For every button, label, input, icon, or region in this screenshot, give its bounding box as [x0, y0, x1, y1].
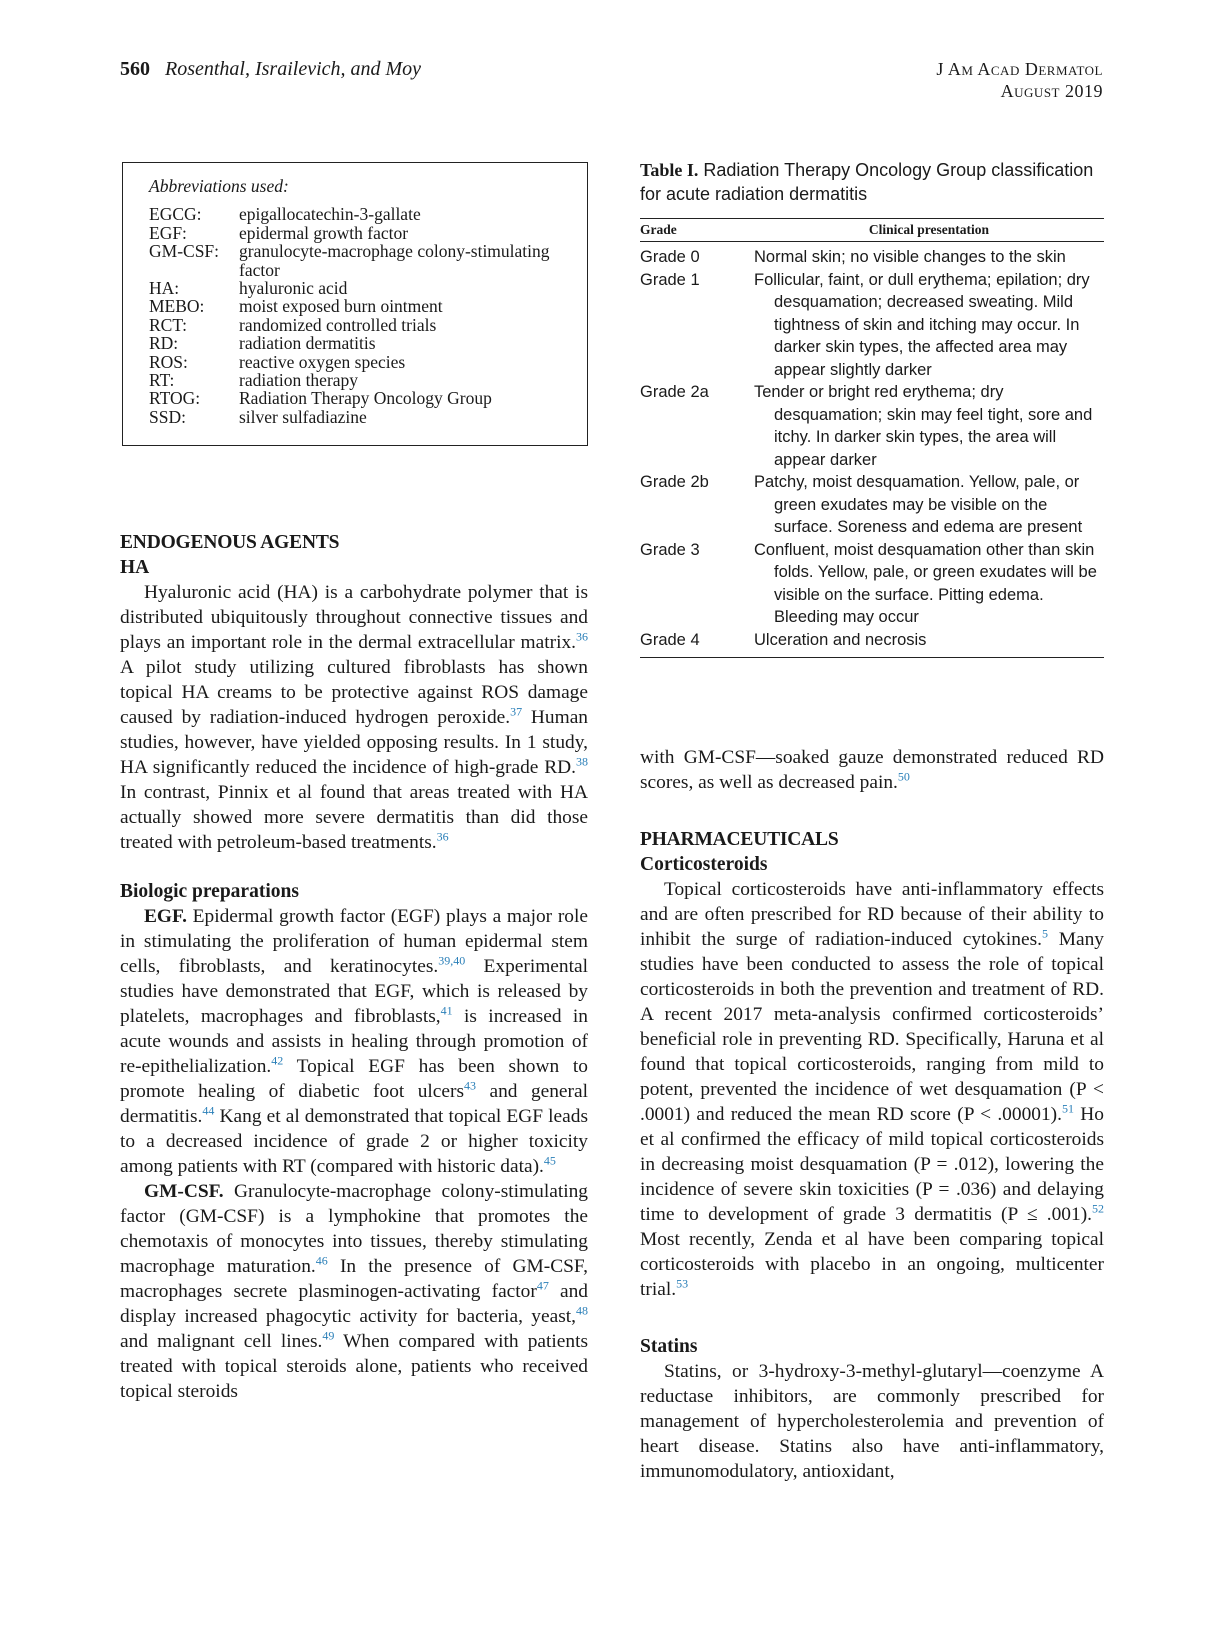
- reference-citation: 50: [897, 769, 910, 784]
- reference-citation: 43: [464, 1078, 477, 1093]
- table-header-clinical: Clinical presentation: [868, 222, 990, 237]
- abbreviation-row: [149, 389, 561, 407]
- abbreviation-key: GM-CSF:: [149, 241, 220, 262]
- table-row: [640, 629, 1104, 652]
- text-run: is increased in acute wounds and assists in healing through promotion of re-epithelialization.: [120, 1006, 588, 1077]
- text-run: Experimental studies have demonstrated that EGF, which is released by platelets, macrophages and fibroblasts,: [120, 956, 588, 1027]
- abbreviation-value: epidermal growth factor: [239, 222, 409, 243]
- table-cell-clinical: Patchy, moist desquamation. Yellow, pale, or green exudates may be visible on the surface. Soreness and edema are present: [754, 473, 1083, 536]
- table-cell-clinical: Tender or bright red erythema; dry desquamation; skin may feel tight, sore and itchy. In darker skin types, the area will appear darker: [754, 383, 1093, 469]
- reference-citation: 53: [676, 1276, 689, 1291]
- text-run: A pilot study utilizing cultured fibroblasts has shown topical HA creams to be protective against ROS damage caused by radiation-induced hydrogen peroxide.: [120, 657, 588, 728]
- abbreviation-value: granulocyte-macrophage colony-stimulating factor: [239, 241, 550, 280]
- paragraph-egf: [120, 904, 588, 1179]
- table-cell-grade: Grade 1: [640, 270, 700, 289]
- lead-gmcsf: GM-CSF.: [144, 1181, 224, 1202]
- text-run: Granulocyte-macrophage colony-stimulating factor (GM-CSF) is a lymphokine that promotes the chemotaxis of monocytes into tissues, thereby stimulating macrophage maturation.: [120, 1181, 588, 1277]
- page-number: 560: [120, 58, 150, 80]
- table-cell-grade: Grade 2a: [640, 383, 709, 401]
- abbreviation-key: RT:: [149, 370, 175, 391]
- table-caption: [640, 158, 1104, 206]
- paragraph-gmcsf-continued: [640, 745, 1104, 795]
- table-row: [640, 269, 1104, 382]
- abbreviation-value: Radiation Therapy Oncology Group: [239, 388, 492, 409]
- reference-citation: 46: [315, 1253, 328, 1268]
- abbreviation-value: silver sulfadiazine: [239, 406, 367, 427]
- text-run: Ho et al confirmed the efficacy of mild topical corticosteroids in decreasing moist desquamation (P = .012), lowering the incidence of severe skin toxicities (P = .036) and delaying time to development of grade 3 dermatitis (P ≤ .001).: [640, 1104, 1104, 1225]
- running-authors: Rosenthal, Israilevich, and Moy: [165, 58, 422, 80]
- reference-citation: 36: [576, 629, 588, 644]
- reference-citation: 5: [1041, 926, 1048, 941]
- text-run: When compared with patients treated with topical steroids alone, patients who received topical steroids: [120, 1331, 589, 1402]
- abbreviation-row: [149, 242, 561, 279]
- abbreviation-value: reactive oxygen species: [239, 351, 406, 372]
- abbreviation-value: randomized controlled trials: [239, 314, 437, 335]
- heading-ha: HA: [120, 557, 150, 578]
- text-run: and general dermatitis.: [120, 1081, 588, 1127]
- text-run: Topical EGF has been shown to promote healing of diabetic foot ulcers: [120, 1056, 588, 1102]
- abbreviation-key: SSD:: [149, 406, 186, 427]
- table-caption-text: Radiation Therapy Oncology Group classification for acute radiation dermatitis: [640, 160, 1094, 204]
- journal-issue: August 2019: [1000, 81, 1103, 101]
- abbreviation-row: [149, 224, 561, 242]
- text-run: with GM-CSF—soaked gauze demonstrated reduced RD scores, as well as decreased pain.: [640, 747, 1104, 793]
- heading-corticosteroids: Corticosteroids: [640, 854, 768, 875]
- table-row: [640, 539, 1104, 629]
- abbreviation-key: RD:: [149, 333, 179, 354]
- table-cell-grade: Grade 4: [640, 630, 700, 649]
- text-run: Topical corticosteroids have anti-inflammatory effects and are often prescribed for RD because of their ability to inhibit the surge of radiation-induced cytokines.: [640, 879, 1104, 950]
- text-run: Most recently, Zenda et al have been comparing topical corticosteroids with placebo in an ongoing, multicenter trial.: [640, 1229, 1104, 1300]
- abbreviations-box: [122, 162, 588, 446]
- abbreviation-row: [149, 334, 561, 352]
- table-row: [640, 471, 1104, 539]
- paragraph-gmcsf-text: [120, 1181, 588, 1402]
- abbreviation-value: radiation therapy: [239, 370, 359, 391]
- abbreviation-row: [149, 371, 561, 389]
- table-cell-grade: Grade 2b: [640, 473, 709, 491]
- abbreviation-value: radiation dermatitis: [239, 333, 376, 354]
- abbreviation-key: MEBO:: [149, 296, 205, 317]
- abbreviation-row: [149, 408, 561, 426]
- reference-citation: 51: [1061, 1101, 1074, 1116]
- abbreviation-key: RCT:: [149, 314, 188, 335]
- left-column: [120, 530, 588, 1404]
- abbreviation-value: hyaluronic acid: [239, 278, 348, 299]
- journal-name: J Am Acad Dermatol: [936, 59, 1103, 79]
- table-cell-clinical: Follicular, faint, or dull erythema; epilation; dry desquamation; decreased sweating. Mild tightness of skin and itching may occur. In darker skin types, the affected area may appear slightly darker: [754, 270, 1090, 379]
- reference-citation: 44: [202, 1103, 215, 1118]
- text-run: Kang et al demonstrated that topical EGF leads to a decreased incidence of grade 2 or higher toxicity among patients with RT (compared with historic data).: [120, 1106, 588, 1177]
- abbreviation-key: ROS:: [149, 351, 188, 372]
- abbreviation-value: epigallocatechin-3-gallate: [239, 204, 421, 225]
- reference-citation: 48: [576, 1303, 588, 1318]
- table-cell-grade: Grade 3: [640, 540, 700, 559]
- text-run: Many studies have been conducted to assess the role of topical corticosteroids in both the prevention and treatment of RD. A recent 2017 meta-analysis confirmed corticosteroids’ beneficial role in preventing RD. Specifically, Haruna et al found that topical corticosteroids, ranging from mild to potent, prevented the incidence of wet desquamation (P < .0001) and reduced the mean RD score (P < .00001).: [640, 929, 1104, 1125]
- reference-citation: 49: [322, 1328, 335, 1343]
- paragraph-gmcsf: [120, 1179, 588, 1404]
- reference-citation: 52: [1092, 1201, 1104, 1216]
- reference-citation: 38: [576, 754, 588, 769]
- table-cell-clinical: Ulceration and necrosis: [754, 630, 927, 649]
- abbreviations-list: [149, 205, 561, 426]
- heading-endogenous-agents: ENDOGENOUS AGENTS: [120, 532, 340, 553]
- abbreviation-value: moist exposed burn ointment: [239, 296, 443, 317]
- table-cell-clinical: Normal skin; no visible changes to the skin: [754, 248, 1066, 266]
- abbreviation-key: HA:: [149, 278, 180, 299]
- table-cell-grade: Grade 0: [640, 248, 700, 266]
- reference-citation: 37: [510, 704, 523, 719]
- table-row: [640, 246, 1104, 269]
- paragraph-ha: [120, 580, 588, 855]
- abbreviations-title: Abbreviations used:: [149, 176, 289, 196]
- abbreviation-key: RTOG:: [149, 388, 201, 409]
- text-run: Statins, or 3-hydroxy-3-methyl-glutaryl—coenzyme A reductase inhibitors, are commonly prescribed for management of hypercholesterolemia and prevention of heart disease. Statins also have anti-inflammatory, immunomodulatory, antioxidant,: [640, 1361, 1104, 1482]
- reference-citation: 36: [436, 829, 449, 844]
- reference-citation: 41: [440, 1003, 453, 1018]
- abbreviation-row: [149, 297, 561, 315]
- lead-egf: EGF.: [144, 906, 187, 927]
- table-label: Table I.: [640, 160, 699, 180]
- table-header-grade: Grade: [640, 222, 677, 237]
- table-header-row: [640, 218, 1104, 242]
- text-run: Human studies, however, have yielded opposing results. In 1 study, HA significantly reduced the incidence of high-grade RD.: [120, 707, 588, 778]
- reference-citation: 42: [271, 1053, 284, 1068]
- abbreviation-row: [149, 353, 561, 371]
- table-cell-clinical: Confluent, moist desquamation other than skin folds. Yellow, pale, or green exudates will be visible on the surface. Pitting edema. Bleeding may occur: [754, 540, 1097, 626]
- reference-citation: 39,40: [438, 953, 466, 968]
- table-body: [640, 242, 1104, 658]
- paragraph-corticosteroids: [640, 877, 1104, 1302]
- reference-citation: 47: [536, 1278, 549, 1293]
- abbreviation-row: [149, 205, 561, 223]
- text-run: In the presence of GM-CSF, macrophages secrete plasminogen-activating factor: [120, 1256, 588, 1302]
- abbreviation-row: [149, 279, 561, 297]
- heading-biologic-preparations: Biologic preparations: [120, 881, 299, 902]
- reference-citation: 45: [543, 1153, 556, 1168]
- text-run: and malignant cell lines.: [120, 1331, 323, 1352]
- text-run: Hyaluronic acid (HA) is a carbohydrate polymer that is distributed ubiquitously throughout connective tissues and plays an important role in the dermal extracellular matrix.: [120, 582, 588, 653]
- text-run: and display increased phagocytic activity for bacteria, yeast,: [120, 1281, 588, 1327]
- abbreviation-key: EGF:: [149, 222, 187, 243]
- running-header-left: [120, 58, 421, 81]
- table-row: [640, 381, 1104, 471]
- paragraph-egf-text: [120, 906, 588, 1177]
- heading-statins: Statins: [640, 1336, 698, 1357]
- abbreviation-key: EGCG:: [149, 204, 202, 225]
- text-run: In contrast, Pinnix et al found that areas treated with HA actually showed more severe dermatitis than did those treated with petroleum-based treatments.: [120, 782, 588, 853]
- heading-pharmaceuticals: PHARMACEUTICALS: [640, 829, 839, 850]
- running-header-right: [936, 58, 1103, 102]
- text-run: Epidermal growth factor (EGF) plays a major role in stimulating the proliferation of human epidermal stem cells, fibroblasts, and keratinocytes.: [120, 906, 588, 977]
- abbreviation-row: [149, 316, 561, 334]
- right-column: [640, 745, 1104, 1484]
- paragraph-statins: [640, 1359, 1104, 1484]
- table-1: [640, 158, 1104, 658]
